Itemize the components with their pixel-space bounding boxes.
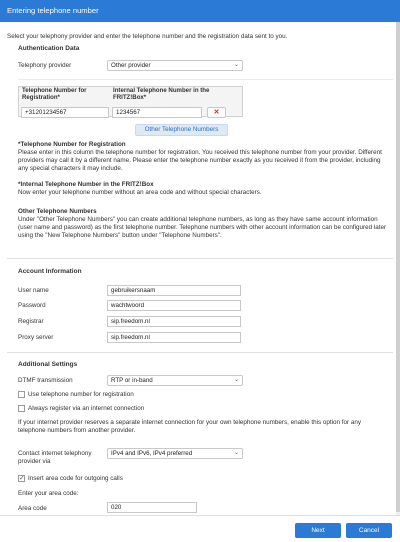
scrollbar-thumb[interactable] <box>396 22 400 512</box>
registrar-label: Registrar <box>18 318 44 325</box>
use-number-label: Use telephone number for registration <box>28 391 134 398</box>
dtmf-select[interactable] <box>107 375 243 386</box>
next-button[interactable]: Next <box>295 523 341 538</box>
account-heading: Account Information <box>18 268 82 275</box>
proxy-label: Proxy server <box>18 334 54 341</box>
enter-area-code-text: Enter your area code: <box>18 490 79 497</box>
divider <box>7 352 393 353</box>
additional-heading: Additional Settings <box>18 361 78 368</box>
help-other-title: Other Telephone Numbers <box>18 208 97 215</box>
area-code-checkbox-label: Insert area code for outgoing calls <box>28 475 123 482</box>
divider <box>18 79 393 80</box>
info-text: If your internet provider reserves a separate internet connection for your own telephone numbers, enable this option for any telephone numbers from another provider. <box>18 419 362 434</box>
other-numbers-button[interactable]: Other Telephone Numbers <box>135 124 228 136</box>
proxy-input[interactable]: sip.freedom.nl <box>107 332 241 343</box>
provider-select[interactable] <box>107 60 243 71</box>
chevron-down-icon: ⌄ <box>233 450 239 456</box>
help-reg-text: Please enter in this column the telephone number for registration. You received this telephone number from your provider. Different providers may call it by a different name. Please enter the telephone number exactly as you received it from the provider, including any special characters it may include. <box>18 149 382 172</box>
col-reg-number: Telephone Number for Registration* <box>22 87 87 101</box>
password-input[interactable]: wachtwoord <box>107 300 241 311</box>
help-reg <box>18 141 390 173</box>
area-code-input[interactable]: 020 <box>107 502 197 513</box>
dtmf-label: DTMF transmission <box>18 377 73 384</box>
chevron-down-icon: ⌄ <box>233 377 239 383</box>
username-label: User name <box>18 287 49 294</box>
delete-x-icon[interactable]: ✕ <box>207 107 226 118</box>
auth-heading: Authentication Data <box>18 45 80 52</box>
help-internal <box>18 181 390 197</box>
window-title: Entering telephone number <box>0 0 400 22</box>
contact-label: Contact internet telephony provider via <box>18 450 92 465</box>
password-label: Password <box>18 302 46 309</box>
always-register-label: Always register via an internet connection <box>28 405 145 412</box>
registrar-input[interactable]: sip.freedom.nl <box>107 316 241 327</box>
help-other <box>18 208 390 240</box>
help-internal-text: Now enter your telephone number without an area code and without special characters. <box>18 189 262 196</box>
help-internal-title: *Internal Telephone Number in the FRITZ!Box <box>18 181 154 188</box>
cancel-button[interactable]: Cancel <box>346 523 392 538</box>
dtmf-value: RTP or in-band <box>111 377 153 384</box>
always-register-checkbox[interactable] <box>18 405 25 412</box>
use-number-checkbox[interactable] <box>18 391 25 398</box>
col-internal-number: Internal Telephone Number in the FRITZ!Box* <box>113 87 210 101</box>
area-code-checkbox[interactable] <box>18 475 25 482</box>
provider-value: Other provider <box>111 62 151 69</box>
intro-text: Select your telephony provider and enter the telephone number and the registration data sent to you. <box>7 33 288 40</box>
reg-number-input[interactable]: +31201234567 <box>21 107 109 118</box>
contact-value: IPv4 and IPv6, IPv4 preferred <box>111 450 193 457</box>
area-code-label: Area code <box>18 505 47 512</box>
divider <box>7 258 393 259</box>
username-input[interactable]: gebruikersnaam <box>107 285 241 296</box>
help-reg-title: *Telephone Number for Registration <box>18 141 126 148</box>
contact-select[interactable] <box>107 448 243 459</box>
provider-label: Telephony provider <box>18 62 72 69</box>
help-other-text: Under "Other Telephone Numbers" you can create additional telephone numbers, as long as they have same account information (user name and password) as the first telephone number. Telephone numbers with other account information can be configured later using the "New Telephone Numbers" button under "Telephone Numbers". <box>18 216 387 239</box>
internal-number-input[interactable]: 1234567 <box>112 107 202 118</box>
chevron-down-icon: ⌄ <box>233 62 239 68</box>
